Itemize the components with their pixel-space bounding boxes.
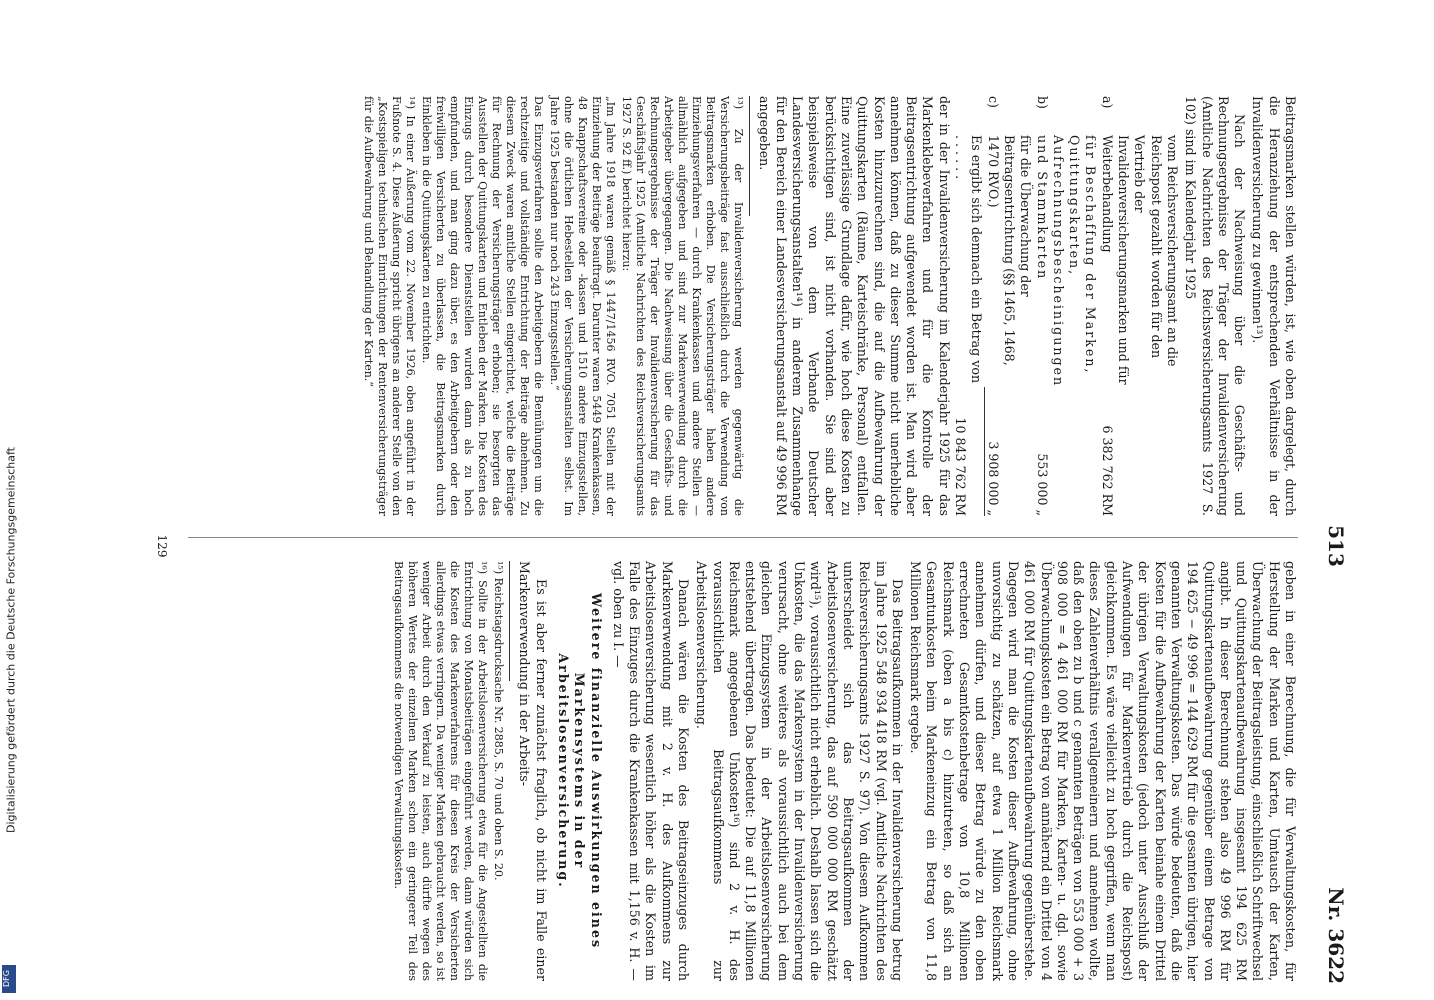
paragraph: Das Beitragsaufkommen in der Invalidenversicherung betrug im Jahre 1925 548 934 418 RM (vgl. Amtliche Nachrichten des Reichsversicherungsamts 1927 S. 97). Von diesem Aufkommen unterscheidet sich das Beitragsaufkommen der Arbeitslosenversicherung, das auf 590 000 000 RM geschätzt wird¹⁵), voraussichtlich nicht erheblich. Deshalb lassen sich die Unkosten, die das Markensystem in der Invalidenversicherung verursacht, ohne weiteres als voraussichtlich auch bei dem gleichen Einzugssystem in der Arbeitslosenversicherung entstehend übertragen. Das bedeutet: Die auf 11,8 Millionen Reichsmark angegebenen Unkosten¹⁶) sind 2 v. H. des voraussichtlichen Beitragsaufkommens zur Arbeitslosenversicherung. xyxy=(694,561,905,981)
footnote: „Im Jahre 1918 waren gemäß § 1447/1456 RVO. 7051 Stellen mit der Einziehung der Beiträge beauftragt. Darunter waren 5449 Krankenkassen, 48 Knappschaftsvereine oder -kassen und 1510 andere Einzugsstellen, ohne die örtlichen Hebestellen der Versicherungsanstalten selbst. Im Jahre 1925 bestanden nur noch 243 Einzugsstellen.“ xyxy=(548,96,618,516)
cost-text: vom Reichsversicherungsamt an die Reichspost gezahlt worden für den Vertrieb der Invalidenversicherungsmarken und für Weiterbehandlung xyxy=(1099,135,1180,385)
credit-text: Digitalisierung gefördert durch die Deutsche Forschungsgemeinschaft xyxy=(4,447,18,833)
footnote: ¹⁴) In einer Äußerung vom 22. November 1926, oben angeführt in der Fußnote S. 4. Diese Äußerung spricht übrigens an anderer Stelle von den „Kostspieligen technischen Einrichtungen der Rentenversicherungsträger für die Aufbewahrung und Behandlung der Karten.“ xyxy=(362,96,418,516)
folio-number: 129 xyxy=(155,534,170,558)
page-content xyxy=(148,96,1348,996)
page-header xyxy=(1308,96,1348,996)
cost-text: für Beschaffung der Marken, Quittungskarten, Aufrechnungsbescheinigungen und Stammkarten xyxy=(1034,135,1099,388)
cost-amount: 6 382 762 RM xyxy=(1099,425,1115,516)
right-column xyxy=(184,561,1298,981)
cost-row xyxy=(1033,96,1098,516)
dfg-logo-icon: DFG xyxy=(2,965,16,993)
document-number: Nr. 3622 xyxy=(1324,887,1348,984)
column-divider xyxy=(188,537,1298,538)
paragraph: geben in einer Berechnung, die für Verwaltungskosten, für Herstellung der Marken und Karten, Umtausch der Karten, Überwachung der Beitragsleistung, einschließlich Schriftwechsel und Quittungskartenaufbewahrung insgesamt 194 625 RM angibt. In dieser Berechnung stehen also 49 996 RM für Quittungskartenaufbewahrung gegenüber einem Betrage von 194 625 − 49 996 = 144 629 RM für die gesamten übrigen, hier genannten Verwaltungskosten. Das würde bedeuten, daß die Kosten für die Aufbewahrung der Karten beinahe einem Drittel der übrigen Verwaltungskosten (jedoch unter Ausschluß der Aufwendungen für Markenvertrieb durch die Reichspost) gleichkommen. Es wäre vielleicht zu hoch gegriffen, wenn man dieses Zahlenverhältnis verallgemeinern und annehmen wollte, daß den oben zu b und c genannten Beträgen von 553 000 + 3 908 000 = 4 461 000 RM für Marken, Karten- u. dgl. sowie Überwachungskosten ein Betrag von annähernd ein Drittel von 4 461 000 RM für Quittungskartenaufbewahrung gegenüberstehe. Dagegen wird man die Kosten dieser Aufbewahrung, ohne unvorsichtig zu schätzen, auf etwa 1 Million Reichsmark annehmen dürfen, und dieser Betrag würde zu den oben errechneten Gesamtkostenbetrage von 10,8 Millionen Reichsmark (oben a bis c) hinzutreten, so daß sich an Gesamtunkosten beim Markeneinzug ein Betrag von 11,8 Millionen Reichsmark ergebe. xyxy=(908,561,1298,981)
footnote: ¹³) Zu der Invalidenversicherung werden gegenwärtig die Versicherungsbeiträge fast ausschließlich durch die Verwendung von Beitragsmarken erhoben. Die Versicherungsträger haben andere Einziehungsverfahren — durch Krankenkassen und andere Stellen — allmählich aufgegeben und sind zur Markenverwendung durch die Arbeitgeber übergegangen. Die Nachweisung über die Geschäfts- und Rechnungsergebnisse der Träger der Invalidenversicherung für das Geschäftsjahr 1925 (Amtliche Nachrichten des Reichsversicherungsamts 1927 S. 92 ff.) berichtet hierzu: xyxy=(620,96,746,516)
paragraph: Danach wären die Kosten des Beitragseinzuges durch Markenverwendung mit 2 v. H. des Aufkommens zur Arbeitslosenversicherung wesentlich höher als die Kosten im Falle des Einzuges durch die Krankenkassen mit 1,156 v. H. — vgl. oben zu I. — xyxy=(610,561,692,981)
total-amount: 10 843 762 RM xyxy=(952,387,985,516)
paragraph: Nach der Nachweisung über die Geschäfts- und Rechnungsergebnisse der Träger der Invalidenversicherung (Amtliche Nachrichten des Reichsversicherungsamts 1927 S. 102) sind im Kalenderjahr 1925 xyxy=(1183,96,1248,516)
footnote-divider xyxy=(749,96,750,216)
paragraph: Es ist aber ferner zunächst fraglich, ob nicht im Falle einer Markenverwendung in der Arbeits- xyxy=(517,561,549,981)
cost-row xyxy=(1098,96,1179,516)
cost-text: für die Überwachung der Beitragsentrichtung (§§ 1465, 1468, 1470 RVO.) xyxy=(985,135,1034,366)
cost-label: a) xyxy=(1099,96,1115,109)
left-column xyxy=(184,96,1298,516)
cost-label: c) xyxy=(985,96,1001,108)
paragraph: der in der Invalidenversicherung im Kalenderjahr 1925 für das Markenklebeverfahren und für die Kontrolle der Beitragsentrichtung aufgewendet worden ist. Man wird aber annehmen können, daß zu dieser Summe nicht unerhebliche Kosten hinzuzurechnen sind, die auf die Aufbewahrung der Quittungskarten (Räume, Karteischränke, Personal) entfallen. Eine zuverlässige Grundlage dafür, wie hoch diese Kosten zu berücksichtigen sind, ist nicht vorhanden. Sie sind aber beispielsweise von dem Verbande Deutscher Landesversicherungsanstalten¹⁴) in anderem Zusammenhange für den Bereich einer Landesversicherungsanstalt auf 49 996 RM angegeben. xyxy=(757,96,952,516)
total-label: Es ergibt sich demnach ein Betrag von . . . . . . xyxy=(953,135,985,384)
cost-amount: 553 000 „ xyxy=(1034,453,1050,516)
page-number: 513 xyxy=(1324,525,1348,567)
footnote: ¹⁵) Reichstagsdrucksache Nr. 2885, S. 70 und oben S. 20. xyxy=(492,561,506,881)
footnote: Das Einzugsverfahren sollte den Arbeitgebern die Bemühungen um die rechtzeitige und vollständige Entrichtung der Beiträge abnehmen. Zu diesem Zweck waren amtliche Stellen eingerichtet, welche die Beiträge für Rechnung der Versicherungsträger erhoben; sie besorgten das Ausstellen der Quittungskarten und Entleben der Marken. Die Kosten des Einzugs durch besondere Dienststellen wurden dann als zu hoch empfunden, und man ging dazu über, es den Arbeitgebern oder den freiwilligen Versicherten zu überlassen, die Beitragsmarken durch Einkleben in die Quittungskarten zu entrichten. xyxy=(420,96,546,516)
digitization-credit xyxy=(0,0,22,1000)
footnote-divider xyxy=(509,561,510,681)
paragraph: Beitragsmarken stellen würden, ist, wie oben dargelegt, durch die Heranziehung der entsprechenden Verhältnisse in der Invalidenversicherung zu gewinnen¹³). xyxy=(1250,96,1298,516)
cost-amount: 3 908 000 „ xyxy=(986,441,1002,516)
cost-label: b) xyxy=(1034,96,1050,109)
section-heading: Weitere finanzielle Auswirkungen eines Markensystems in der Arbeitslosenversicherung. xyxy=(555,592,604,950)
scanned-page xyxy=(148,96,1348,996)
footnote: ¹⁶) Sollte in der Arbeitslosenversicherung etwa für die Angestellten die Entrichtung von Monatsbeiträgen eingeführt werden, dann würden sich die Kosten des Markenverfahrens für diesen Kreis der Versicherten allerdings etwas verringern. Da weniger Marken gebraucht werden, so ist weniger Arbeit durch den Verkauf zu leisten, auch dürfte wegen des höheren Wertes der einzelnen Marken schon ein geringerer Teil des Beitragsaufkommens die notwendigen Verwaltungskosten. xyxy=(392,561,490,981)
cost-row xyxy=(984,96,1033,516)
total-row xyxy=(952,96,985,516)
cost-table xyxy=(952,96,1180,516)
